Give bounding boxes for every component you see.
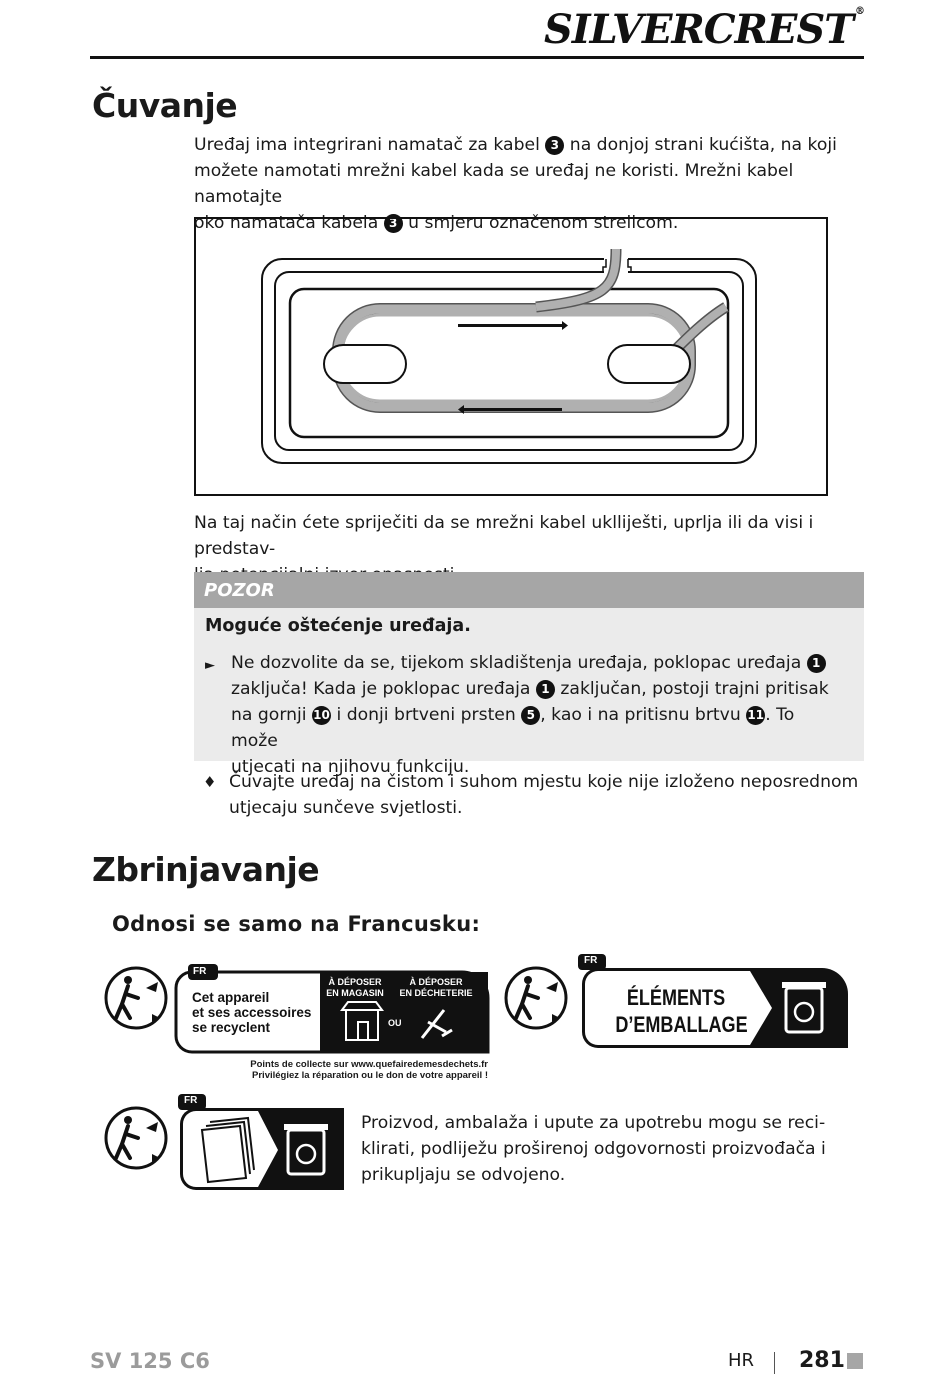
- cable-winder-drawing: [196, 219, 826, 494]
- ref-badge: 5: [521, 706, 540, 725]
- disposal-text: Proizvod, ambalaža i upute za upotrebu mogu se reci- klirati, podliježu proširenoj odgovornosti proizvođača i prikupljaju se odvojeno.: [361, 1113, 826, 1185]
- warning-item: ► Ne dozvolite da se, tijekom skladištenja uređaja, poklopac uređaja 1 zaključa! Kada je poklopac uređaja 1 zaključan, postoji trajni pritisak na gornji 10 i donji brtveni prsten 5 , kao i na pritisnu brtvu 11. To može utjecati na njihovu funkciju.: [205, 653, 829, 777]
- header-rule: [90, 56, 864, 59]
- arrow-bullet-icon: ►: [205, 658, 215, 673]
- section-title-disposal: Zbrinjavanje: [92, 850, 320, 889]
- storage-tip: ♦ Čuvajte uređaj na čistom i suhom mjestu koje nije izloženo neposrednom utjecaju sunčeve svjetlosti.: [203, 769, 863, 821]
- triman-device-label: FR Cet appareil et ses accessoires se recyclent À DÉPOSER EN MAGASIN OU À DÉPOSER EN DÉCHETERIE Points de collecte sur www.quefairedemesdechets.fr Privilégiez la réparation ou le don de votre appareil !: [102, 962, 492, 1086]
- footer-language: HR: [728, 1350, 755, 1371]
- footer-marker: [847, 1353, 863, 1369]
- cable-winder-illustration: [194, 217, 828, 496]
- brand-logo: SILVERCREST ®: [544, 6, 864, 53]
- warning-box: [194, 572, 864, 777]
- ref-badge: 11: [746, 706, 765, 725]
- triman-packaging-text: ÉLÉMENTS D’EMBALLAGE: [615, 985, 748, 1037]
- footer-model: SV 125 C6: [90, 1349, 210, 1373]
- ref-badge: 1: [536, 680, 555, 699]
- triman-packaging-label: FR ÉLÉMENTS D’EMBALLAGE: [502, 954, 850, 1054]
- footer-separator: [774, 1352, 775, 1374]
- warning-subtitle: Moguće oštećenje uređaja.: [205, 616, 471, 636]
- triman-manual-label: FR: [102, 1094, 346, 1190]
- ref-badge: 10: [312, 706, 331, 725]
- section-title-storage: Čuvanje: [92, 86, 238, 125]
- triman-device-text: Cet appareil et ses accessoires se recyclent: [192, 990, 312, 1035]
- warning-header: POZOR: [194, 572, 864, 608]
- diamond-bullet-icon: ♦: [203, 773, 217, 791]
- disposal-subtitle: Odnosi se samo na Francusku:: [112, 912, 481, 936]
- ref-badge: 1: [807, 654, 826, 673]
- triman-figure-icon: [102, 1094, 346, 1190]
- ref-badge: 3: [545, 136, 564, 155]
- storage-note: Na taj način ćete spriječiti da se mrežni kabel uklliješti, uprlja ili da visi i predstav-: [194, 513, 814, 559]
- page-number: 281: [799, 1348, 845, 1373]
- ref-badge: 3: [384, 214, 403, 233]
- storage-intro: Uređaj ima integrirani namatač za kabel 3 na donjoj strani kućišta, na koji možete namotati mrežni kabel kada se uređaj ne koristi. Mrežni kabel namotajte oko namatača kabela 3 u smjeru označenom strelicom.: [194, 135, 837, 233]
